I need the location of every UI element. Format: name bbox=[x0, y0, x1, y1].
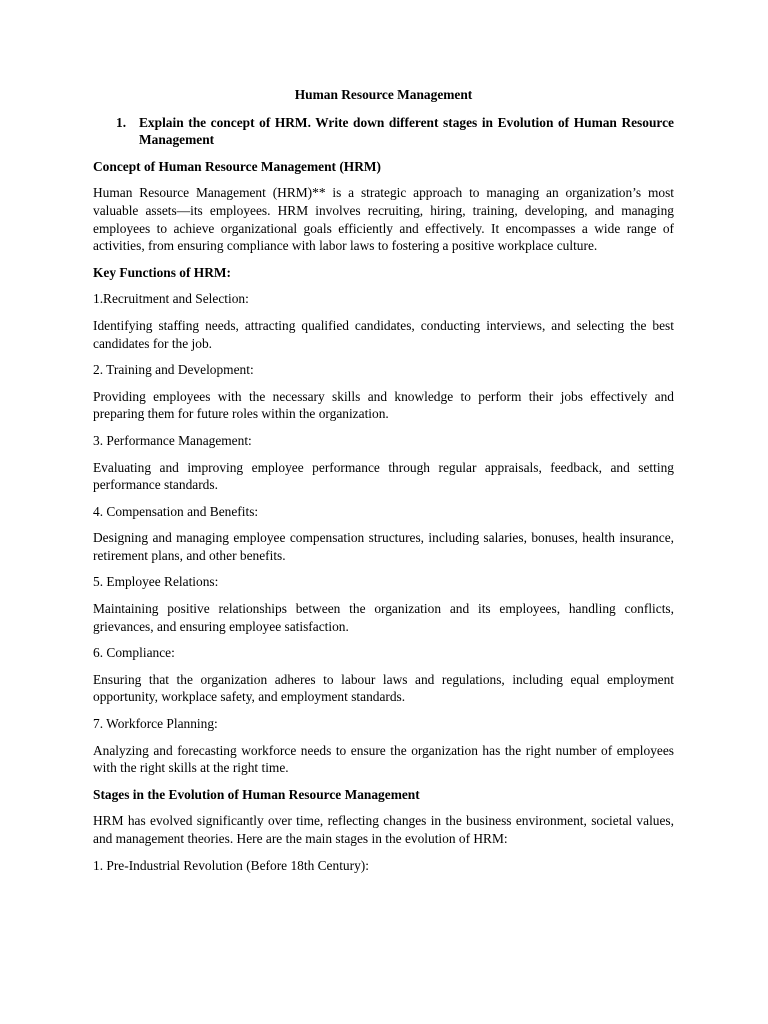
question-text: Explain the concept of HRM. Write down different stages in Evolution of Human Resource Management bbox=[139, 114, 674, 148]
function-title: 6. Compliance: bbox=[93, 645, 175, 661]
stage-title: 1. Pre-Industrial Revolution (Before 18th Century): bbox=[93, 857, 369, 873]
stages-heading: Stages in the Evolution of Human Resource Management bbox=[93, 786, 420, 802]
concept-heading: Concept of Human Resource Management (HRM) bbox=[93, 158, 381, 174]
concept-paragraph: Human Resource Management (HRM)** is a strategic approach to managing an organization’s most valuable assets—its employees. HRM involves recruiting, hiring, training, developing, and managing employees to achieve organizational goals efficiently and effectively. It encompasses a wide range of activities, from ensuring compliance with labor laws to fostering a positive workplace culture. bbox=[93, 185, 674, 254]
function-description: Ensuring that the organization adheres to labour laws and regulations, including equal employment opportunity, workplace safety, and employment standards. bbox=[93, 671, 674, 705]
function-title: 4. Compensation and Benefits: bbox=[93, 503, 259, 519]
function-description: Identifying staffing needs, attracting qualified candidates, conducting interviews, and selecting the best candidates for the job. bbox=[93, 317, 674, 351]
function-title: 3. Performance Management: bbox=[93, 432, 252, 448]
function-description: Providing employees with the necessary skills and knowledge to perform their jobs effectively and preparing them for future roles within the organization. bbox=[93, 388, 674, 422]
question-item bbox=[93, 114, 674, 149]
function-description: Maintaining positive relationships between the organization and its employees, handling conflicts, grievances, and ensuring employee satisfaction. bbox=[93, 601, 674, 634]
function-title: 1.Recruitment and Selection: bbox=[93, 291, 249, 307]
function-title: 7. Workforce Planning: bbox=[93, 716, 218, 732]
document-title: Human Resource Management bbox=[294, 87, 473, 102]
stages-intro: HRM has evolved significantly over time, reflecting changes in the business environment, societal values, and management theories. Here are the main stages in the evolution of HRM: bbox=[93, 813, 674, 846]
function-description: Designing and managing employee compensation structures, including salaries, bonuses, health insurance, retirement plans, and other benefits. bbox=[93, 530, 674, 563]
question-number: 1. bbox=[116, 114, 127, 130]
function-description: Evaluating and improving employee performance through regular appraisals, feedback, and setting performance standards. bbox=[93, 459, 674, 493]
function-description: Analyzing and forecasting workforce needs to ensure the organization has the right number of employees with the right skills at the right time. bbox=[93, 742, 674, 776]
function-title: 5. Employee Relations: bbox=[93, 574, 219, 590]
functions-heading: Key Functions of HRM: bbox=[93, 264, 231, 280]
function-title: 2. Training and Development: bbox=[93, 362, 254, 378]
document-page bbox=[93, 86, 674, 883]
